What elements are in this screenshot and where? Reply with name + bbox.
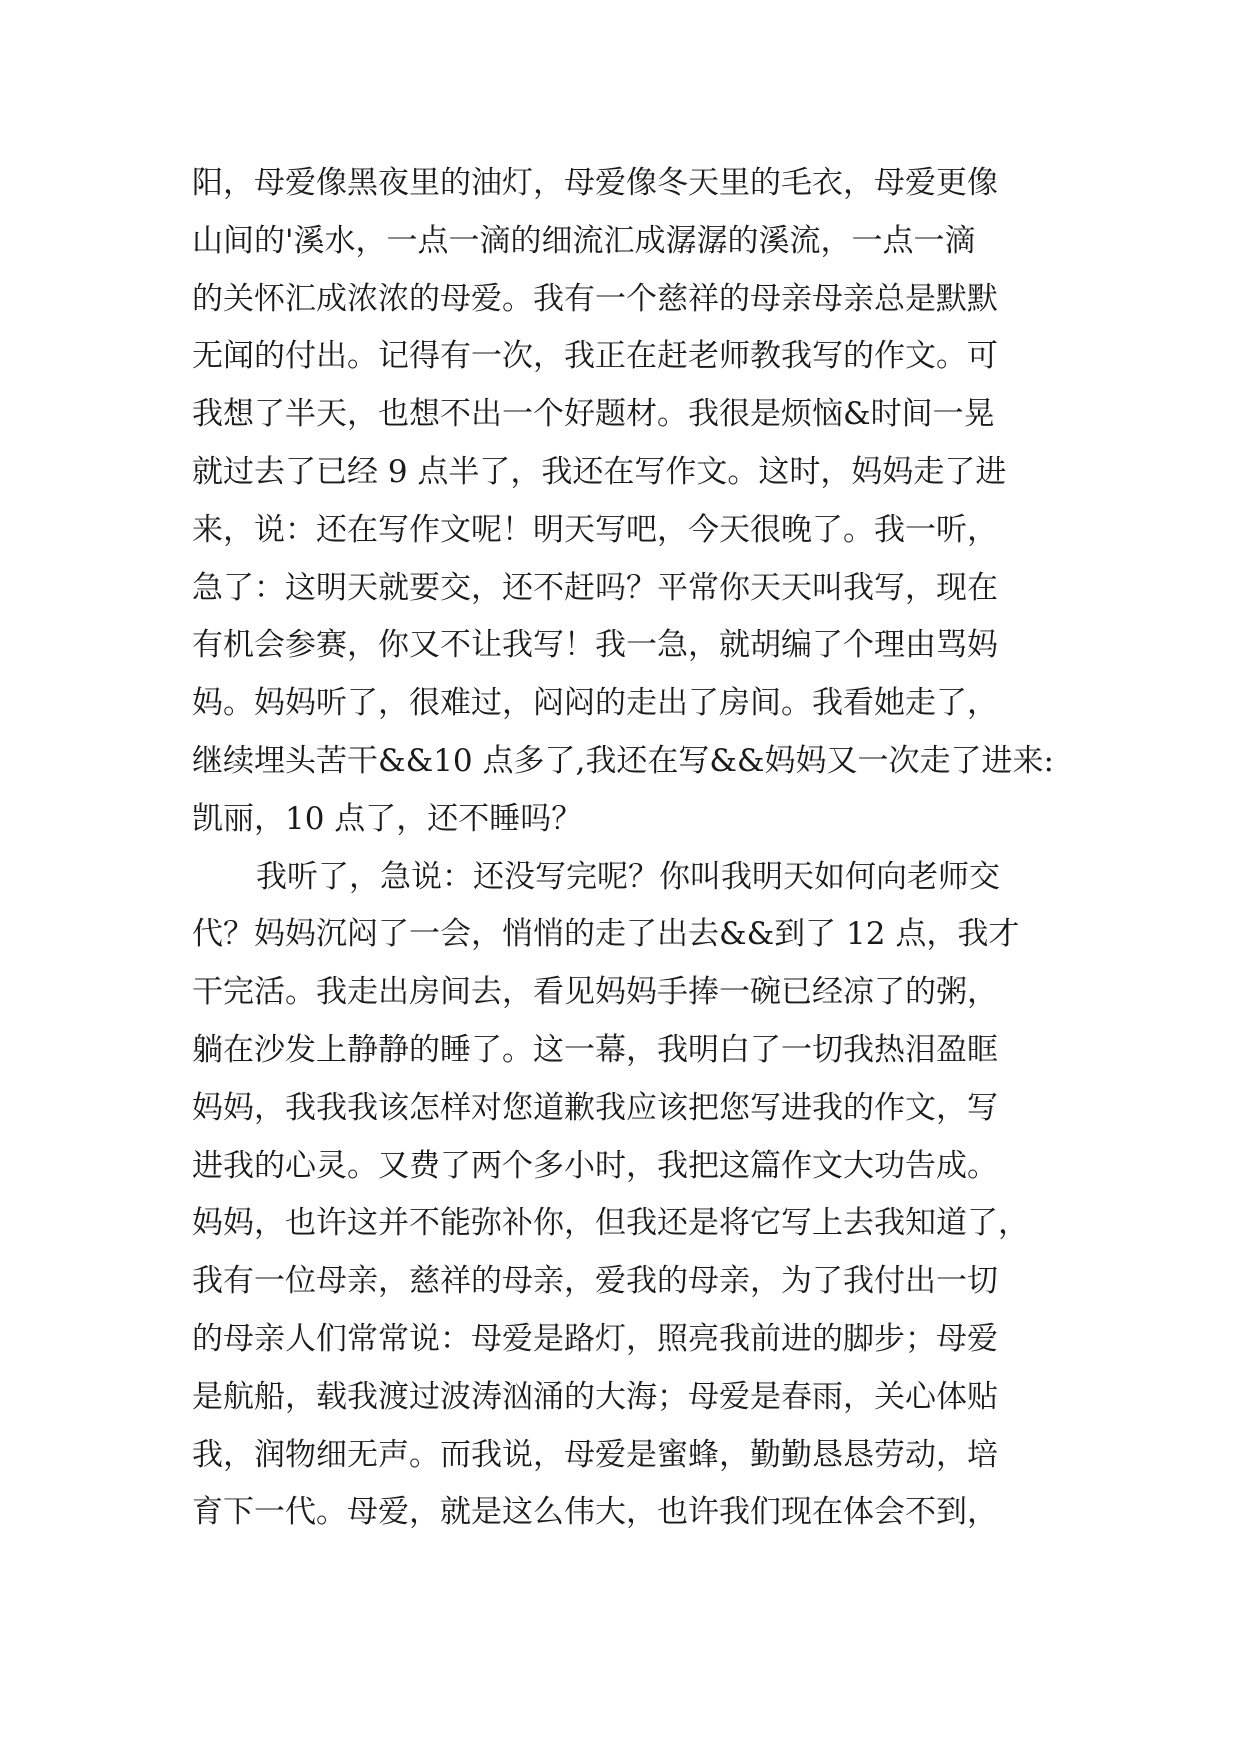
text-line: 我，润物细无声。而我说，母爱是蜜蜂，勤勤恳恳劳动，培 [192, 1436, 998, 1473]
text-line: 妈妈，也许这并不能弥补你，但我还是将它写上去我知道了， [192, 1205, 1029, 1242]
text-line: 代？妈妈沉闷了一会，悄悄的走了出去&&到了 12 点，我才 [192, 916, 1020, 953]
text-line: 来，说：还在写作文呢！明天写吧，今天很晚了。我一听， [192, 511, 998, 548]
paragraph [192, 155, 1072, 849]
body-text [192, 155, 1072, 1542]
text-line: 进我的心灵。又费了两个多小时，我把这篇作文大功告成。 [192, 1147, 998, 1184]
text-line: 育下一代。母爱，就是这么伟大，也许我们现在体会不到， [192, 1494, 998, 1531]
text-line: 是航船，载我渡过波涛汹涌的大海；母爱是春雨，关心体贴 [192, 1378, 998, 1415]
text-line: 无闻的付出。记得有一次，我正在赶老师教我写的作文。可 [192, 338, 998, 375]
text-line: 山间的'溪水，一点一滴的细流汇成潺潺的溪流，一点一滴 [192, 222, 976, 259]
text-line-indented: 我听了，急说：还没写完呢？你叫我明天如何向老师交 [256, 858, 1000, 895]
text-line: 干完活。我走出房间去，看见妈妈手捧一碗已经凉了的粥， [192, 974, 998, 1011]
paragraph [192, 849, 1072, 1543]
text-line: 妈妈，我我我该怎样对您道歉我应该把您写进我的作文，写 [192, 1089, 998, 1126]
text-line: 有机会参赛，你又不让我写！我一急，就胡编了个理由骂妈 [192, 627, 998, 664]
text-line: 凯丽，10 点了，还不睡吗？ [192, 800, 583, 837]
text-line: 我有一位母亲，慈祥的母亲，爱我的母亲，为了我付出一切 [192, 1263, 998, 1300]
text-line: 继续埋头苦干&&10 点多了,我还在写&&妈妈又一次走了进来: [192, 742, 1054, 779]
text-line: 妈。妈妈听了，很难过，闷闷的走出了房间。我看她走了， [192, 685, 998, 722]
text-line: 我想了半天，也想不出一个好题材。我很是烦恼&时间一晃 [192, 396, 995, 433]
text-line: 的母亲人们常常说：母爱是路灯，照亮我前进的脚步；母爱 [192, 1320, 998, 1357]
text-line: 急了：这明天就要交，还不赶吗？平常你天天叫我写，现在 [192, 569, 998, 606]
text-line: 躺在沙发上静静的睡了。这一幕，我明白了一切我热泪盈眶 [192, 1031, 998, 1068]
text-line: 的关怀汇成浓浓的母爱。我有一个慈祥的母亲母亲总是默默 [192, 280, 998, 317]
text-line: 阳，母爱像黑夜里的油灯，母爱像冬天里的毛衣，母爱更像 [192, 165, 998, 201]
text-line: 就过去了已经 9 点半了，我还在写作文。这时，妈妈走了进 [192, 453, 1007, 490]
